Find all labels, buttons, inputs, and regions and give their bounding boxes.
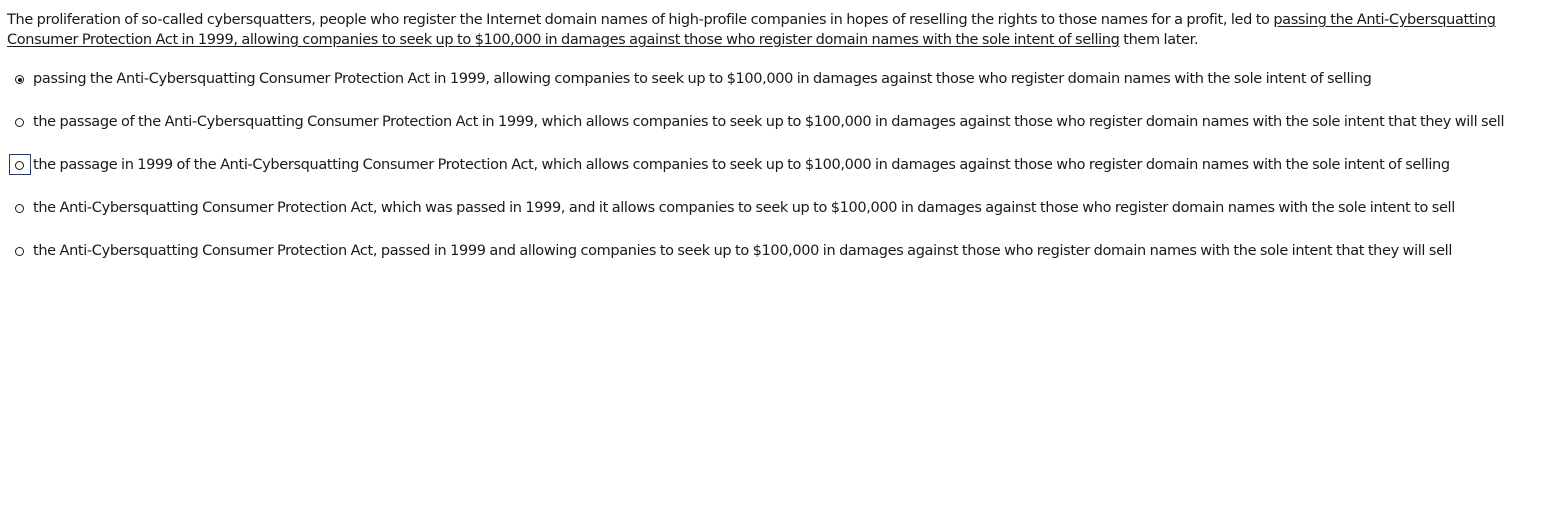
answer-choice-label[interactable]: passing the Anti-Cybersquatting Consumer Protection Act in 1999, allowing companies to seek up to $100,000 in damages against those who register domain names with the sole intent of selling: [33, 71, 1372, 87]
radio-button-e[interactable]: [0, 240, 26, 260]
answer-choice-e[interactable]: [0, 240, 1561, 283]
question-text: [7, 10, 1557, 50]
radio-button-d[interactable]: [0, 197, 26, 217]
radio-unselected-icon[interactable]: [15, 204, 24, 213]
answer-choice-d[interactable]: [0, 197, 1561, 240]
answer-choices: [0, 68, 1561, 283]
radio-unselected-icon[interactable]: [15, 161, 24, 170]
answer-choice-b[interactable]: [0, 111, 1561, 154]
radio-button-b[interactable]: [0, 111, 26, 131]
radio-button-c[interactable]: [0, 154, 26, 174]
answer-choice-label[interactable]: the Anti-Cybersquatting Consumer Protection Act, which was passed in 1999, and it allows companies to seek up to $100,000 in damages against those who register domain names with the sole intent to sell: [33, 200, 1455, 216]
answer-choice-a[interactable]: [0, 68, 1561, 111]
answer-choice-label[interactable]: the passage in 1999 of the Anti-Cybersquatting Consumer Protection Act, which allows companies to seek up to $100,000 in damages against those who register domain names with the sole intent of selling: [33, 157, 1450, 173]
radio-unselected-icon[interactable]: [15, 118, 24, 127]
question-text-before: The proliferation of so-called cybersquatters, people who register the Internet domain names of high-profile companies in hopes of reselling the rights to those names for a profit, led to: [7, 12, 1274, 28]
radio-unselected-icon[interactable]: [15, 247, 24, 256]
question-text-after: them later.: [1119, 32, 1199, 48]
answer-choice-c[interactable]: [0, 154, 1561, 197]
radio-button-a[interactable]: [0, 68, 26, 88]
answer-choice-label[interactable]: the Anti-Cybersquatting Consumer Protection Act, passed in 1999 and allowing companies to seek up to $100,000 in damages against those who register domain names with the sole intent that they will sell: [33, 243, 1452, 259]
answer-choice-label[interactable]: the passage of the Anti-Cybersquatting Consumer Protection Act in 1999, which allows companies to seek up to $100,000 in damages against those who register domain names with the sole intent that they will sell: [33, 114, 1505, 130]
question-underlined-phrase: passing the Anti-Cybersquatting Consumer Protection Act in 1999, allowing companies to seek up to $100,000 in damages against those who register domain names with the sole intent of selling: [7, 12, 1496, 48]
radio-selected-icon[interactable]: [15, 75, 24, 84]
